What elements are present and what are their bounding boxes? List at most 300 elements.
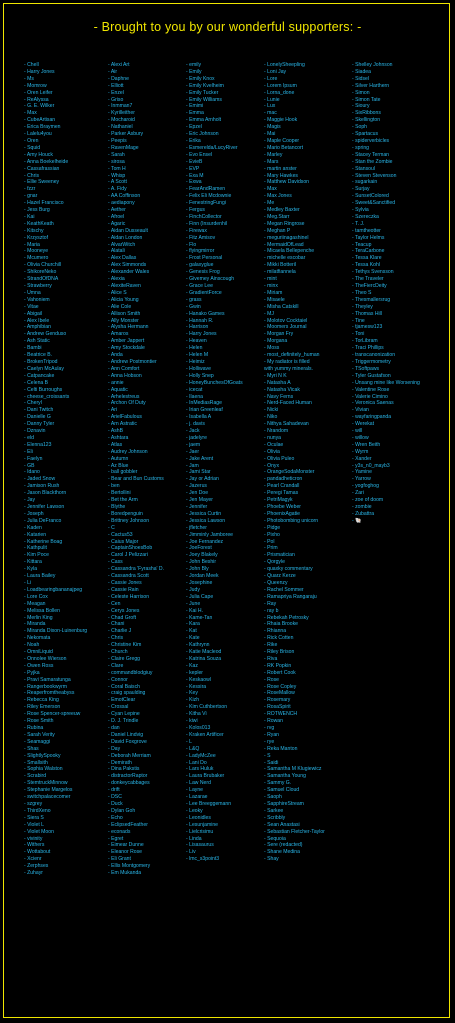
supporter-name: - Echo <box>108 814 123 821</box>
supporter-name: - FearAndRamen <box>186 186 226 193</box>
supporter-name: - Agaric <box>108 220 126 227</box>
supporter-name: - Oculae <box>264 441 284 448</box>
supporter-name: - Jake Arent <box>186 455 214 462</box>
supporter-name: - Valerie Cimino <box>352 393 388 400</box>
supporter-name: - Emily Knox <box>186 75 215 82</box>
supporter-name: - Az Blue <box>108 462 129 469</box>
supporter-name: - jadelyre <box>186 434 207 441</box>
supporter-name: - Eleanor Rose <box>108 849 142 856</box>
supporter-name: - Inmman7 <box>108 103 133 110</box>
supporter-name: - Arn Astratic <box>108 421 137 428</box>
supporter-name: - Kate <box>186 635 200 642</box>
supporter-name: - Jessica Lawson <box>186 517 226 524</box>
supporter-name: - Loadbearingbananajpeg <box>24 586 83 593</box>
supporter-name: - Micaela Bellepenche <box>264 248 315 255</box>
supporter-name: - fzzr <box>24 186 36 193</box>
supporter-name: - StrandOfDNA <box>24 276 59 283</box>
supporter-name: - T. J. <box>352 220 365 227</box>
supporter-name: - Harry Jones <box>24 68 55 75</box>
supporter-name: - pandadheticron <box>264 476 303 483</box>
supporter-name: - Kittara <box>24 559 42 566</box>
supporter-name: - Linda <box>186 835 202 842</box>
supporter-name: - Pyjka <box>24 669 40 676</box>
supporter-name: - Natasha A <box>264 379 291 386</box>
supporter-name: - Griso <box>108 96 124 103</box>
supporter-name: - D. J. Trindle <box>108 718 139 725</box>
supporter-name: - Lalelu4you <box>24 131 52 138</box>
supporter-name: - kepler <box>186 669 203 676</box>
supporter-name: - My radiator is filled <box>264 358 310 365</box>
supporter-name: - szgrey <box>24 800 43 807</box>
supporter-name: - Ashtara <box>108 434 129 441</box>
supporter-name: - Prismatician <box>264 552 295 559</box>
supporter-name: - Erika <box>186 137 201 144</box>
supporter-name: - Robert Cook <box>264 669 296 676</box>
supporter-name: - Cactus53 <box>108 531 133 538</box>
supporter-name: - Simon <box>352 89 370 96</box>
supporter-name: - John Bly <box>186 566 209 573</box>
supporter-name: - Sweet&Sanctified <box>352 200 396 207</box>
supporter-name: - Tethys Svensson <box>352 269 394 276</box>
supporter-name: - Sebastian Fletcher-Taylor <box>264 828 325 835</box>
supporter-name: - Pidge <box>264 524 281 531</box>
supporter-name: - Surjay <box>352 186 370 193</box>
supporter-name: - Xcienr <box>24 856 42 863</box>
supporter-name: - Brittney Johnson <box>108 517 150 524</box>
supporter-name: - Rick Cotten <box>264 635 294 642</box>
supporter-name: - aediapony <box>108 200 135 207</box>
supporter-name: - ROTWENCH <box>264 711 298 718</box>
supporter-name: - Molotov Cocktaiel <box>264 317 308 324</box>
supporter-name: - vivinity <box>24 835 43 842</box>
supporter-name: - Chris <box>108 635 123 642</box>
supporter-name: - Soph <box>352 124 368 131</box>
supporter-name: - Cassandra 'Fyrasha' D. <box>108 566 165 573</box>
supporter-name: - Qorgyle <box>264 559 285 566</box>
supporter-name: - Cass <box>108 559 123 566</box>
supporter-name: - Alex Ibele <box>24 317 50 324</box>
supporter-name: - SapphireStream <box>264 800 304 807</box>
supporter-name: - Yarrow <box>352 476 371 483</box>
supporter-name: - Heaven <box>186 338 207 345</box>
supporter-name: - Olivia Puleo <box>264 455 295 462</box>
supporter-name: - Onnolee Wierson <box>24 655 67 662</box>
supporter-name: - Strawberry <box>24 283 52 289</box>
supporter-name: - Skellington <box>352 117 381 124</box>
supporter-name: - Kyla <box>24 566 38 573</box>
supporter-name: - distractorRaptor <box>108 773 148 780</box>
supporter-name: - zombie <box>352 504 372 510</box>
supporter-name: - Kathrynn <box>186 642 210 649</box>
supporter-name: - Saidi <box>264 759 279 766</box>
supporter-name: - Myri N K <box>264 372 287 379</box>
supporter-name: - Chell <box>24 62 39 68</box>
supporter-name: - Photobombing unicorn <box>264 517 319 524</box>
supporter-name: - cheese_croissants <box>24 393 70 400</box>
supporter-name: - Alex Dallas <box>108 255 137 262</box>
supporters-column-4 <box>264 62 325 863</box>
supporter-name: - Steven Stevenson <box>352 172 397 179</box>
supporter-name: - Anda <box>108 352 123 359</box>
supporter-name: - Mooneye <box>24 248 49 255</box>
supporter-name: - Nithya Sahadevan <box>264 421 309 428</box>
supporter-name: - Pixho <box>264 531 280 538</box>
supporter-name: - Taylor Helms <box>352 234 385 241</box>
supporter-name: - Morgana <box>264 338 288 345</box>
supporter-name: - Katherine Boag <box>24 538 63 545</box>
supporter-name: - Rose Spencer-spreeuw <box>24 711 81 718</box>
supporter-name: - Egret <box>108 835 124 842</box>
supporter-name: - jfletcher <box>186 524 207 531</box>
supporter-name: - Demirath <box>108 759 132 766</box>
supporter-name: - Nathaniel <box>108 124 133 131</box>
supporter-name: - jaem <box>186 441 201 448</box>
supporter-name: - Laura Bailey <box>24 573 56 580</box>
supporter-name: - Church <box>108 649 128 656</box>
supporter-name: - Hannah R. <box>186 317 214 324</box>
supporter-name: - Ari <box>108 407 118 414</box>
supporter-name: - yogfoghog <box>352 483 379 490</box>
supporter-name: - Merlin King <box>24 614 53 621</box>
supporter-name: - Jimminly Jamboree <box>186 531 233 538</box>
supporter-name: - Scrabird <box>24 773 47 780</box>
supporter-name: - Eric Johnson <box>186 131 219 138</box>
supporter-name: - Jack <box>186 428 200 435</box>
supporter-name: - Danny Tyler <box>24 421 55 428</box>
supporter-name: - Danielle G <box>24 414 51 421</box>
supporter-name: - Bet the Arm <box>108 497 138 504</box>
supporter-name: - Eli Grant <box>108 856 131 863</box>
supporter-name: - Miriam <box>264 289 283 296</box>
supporter-name: - Amphibian <box>24 324 51 331</box>
supporter-name: - Sidsel <box>352 75 369 82</box>
supporter-name: - Hazel Francisco <box>24 200 64 207</box>
supporter-name: - Prim <box>264 545 278 552</box>
supporter-name: - Finn (Insurdenhil <box>186 220 228 227</box>
supporter-name: - Ann Comfort <box>108 365 140 372</box>
supporters-column-2 <box>108 62 164 877</box>
supporter-name: - Thomas Hill <box>352 310 382 317</box>
supporter-name: - Misaele <box>264 296 285 303</box>
supporter-name: - Max <box>24 110 37 117</box>
supporter-name: - Mars <box>264 158 279 165</box>
supporter-name: - Em Mukanda <box>108 870 142 877</box>
supporter-name: - Evo Ensel <box>186 151 213 158</box>
supporter-name: - Jess Burg <box>24 207 50 214</box>
supporter-name: - Jennifer Lawson <box>24 504 65 510</box>
supporter-name: - Bear and Bun Customs <box>108 476 164 483</box>
supporter-name: - Gwin <box>186 303 201 310</box>
supporter-name: - Squid <box>24 144 41 151</box>
supporter-name: - Krzysztof <box>24 234 49 241</box>
supporter-name: - DSC <box>108 794 122 801</box>
supporter-name: - Alexia <box>108 276 125 283</box>
supporter-name: - Katarien <box>24 531 47 538</box>
supporter-name: - Erica Braymen <box>24 124 61 131</box>
supporter-name: - Archon Of Duty <box>108 400 146 407</box>
supporter-name: - RoseMallow <box>264 690 295 697</box>
supporter-name: - Emimi <box>186 103 204 110</box>
supporter-name: - Rubina <box>24 725 44 731</box>
supporter-name: - Teacup <box>352 241 372 248</box>
supporter-name: - Reaperfromtheabyss <box>24 690 75 697</box>
supporter-name: - spring <box>352 144 369 151</box>
supporter-name: - Julia Cape <box>186 593 214 600</box>
supporter-name: - Magis <box>264 124 281 131</box>
supporter-name: - Sequoia <box>264 835 286 842</box>
supporter-name: - Reka Manton <box>264 745 298 752</box>
supporter-name: - nunya <box>264 434 281 441</box>
supporter-name: - Niko <box>264 414 278 421</box>
supporter-name: - Lore <box>264 75 278 82</box>
supporter-name: - Moomers Journal <box>264 324 307 331</box>
supporter-name: - y3s_n0_mayb3 <box>352 462 390 469</box>
supporter-name: - Theyley <box>352 303 373 310</box>
supporter-name: - Isabella A <box>186 414 212 421</box>
supporter-name: - Duck <box>108 800 123 807</box>
supporter-name: - S <box>264 752 271 759</box>
supporter-name: - ben <box>108 483 120 490</box>
supporter-name: - Vitae <box>24 303 39 310</box>
supporter-name: - Judy <box>186 586 200 593</box>
supporter-name: - Clare <box>108 662 124 669</box>
supporter-name: - Cheryl <box>24 400 42 407</box>
supporter-name: - Siadea <box>352 68 371 75</box>
supporter-name: - Shelley Johnson <box>352 62 393 68</box>
supporter-name: - Christine Kim <box>108 642 142 649</box>
supporter-name: - Simon Tate <box>352 96 381 103</box>
supporter-name: - Frost Personal <box>186 255 223 262</box>
supporter-name: - Jaer <box>186 448 200 455</box>
supporter-name: - Kame-Tan <box>186 614 213 621</box>
supporter-name: - Mai <box>264 131 276 138</box>
supporter-name: - Amaros <box>108 331 129 338</box>
supporter-name: - Nrandom <box>264 428 289 435</box>
supporter-name: - Wren Beith <box>352 441 381 448</box>
supporter-name: - Triggermometry <box>352 358 391 365</box>
supporter-name: - Liv <box>186 849 196 856</box>
supporter-name: - donkeycabbages <box>108 780 150 787</box>
supporter-name: - Coral Baisch <box>108 683 140 690</box>
supporter-name: - Kim Poce <box>24 552 49 559</box>
supporter-name: - Sere (redacted) <box>264 842 303 849</box>
supporter-name: - Navy Ferns <box>264 393 294 400</box>
supporter-name: - Holliwave <box>186 365 211 372</box>
supporter-name: - Fergus <box>186 207 205 214</box>
supporter-name: - Jason Blackthorn <box>24 490 67 497</box>
supporter-name: - Vahoniem <box>24 296 50 303</box>
supporter-name: - MermaidOfLead <box>264 241 304 248</box>
supporter-name: - Mocharoid <box>108 117 135 124</box>
supporter-name: - Bertollini <box>108 490 131 497</box>
supporter-name: - Ms <box>24 75 34 82</box>
supporter-name: with yummy minerals. <box>264 365 313 372</box>
supporter-name: - ThirdXeno <box>24 807 51 814</box>
supporter-name: - Theo S <box>352 289 372 296</box>
supporter-name: - Jazerus <box>186 483 207 490</box>
supporter-name: - tamtheotter <box>352 227 381 234</box>
supporter-name: - Stacey Terman <box>352 151 389 158</box>
supporter-name: - eld <box>24 434 34 441</box>
supporter-name: - Lee Breeggemann <box>186 800 232 807</box>
supporter-name: - Kessira <box>186 683 207 690</box>
supporter-name: - Dznavin <box>24 428 46 435</box>
supporter-name: - G. E. Wilker <box>24 103 55 110</box>
supporter-name: - Jessica Curtin <box>186 510 222 517</box>
supporter-name: - Daphne <box>108 75 129 82</box>
supporter-name: - Shas <box>24 745 39 752</box>
supporter-name: - mac <box>264 110 277 117</box>
supporter-name: - Dina Pakstis <box>108 766 140 773</box>
supporter-name: - Jamison Rush <box>24 483 60 490</box>
supporter-name: - Connor <box>108 676 128 683</box>
supporter-name: - Jen Doe <box>186 490 209 497</box>
supporter-name: - Riva <box>264 655 278 662</box>
supporter-name: - Emily Tucker <box>186 89 219 96</box>
supporter-name: - Lunie <box>264 96 280 103</box>
supporter-name: - The Traveler <box>352 276 384 283</box>
supporter-name: - Silver Harthern <box>352 82 390 89</box>
supporter-name: - Andrew Postmontier <box>108 358 157 365</box>
supporter-name: - Szereczka <box>352 213 379 220</box>
supporter-name: - Nicki <box>264 407 279 414</box>
supporter-name: - OrangeSodaMonster <box>264 469 315 476</box>
supporter-name: - will <box>352 428 363 435</box>
supporter-name: - Rebecca King <box>24 697 59 704</box>
supporter-name: - Samuel Cloud <box>264 787 300 794</box>
supporter-name: - Miranda <box>24 621 46 628</box>
supporter-name: - wayfaringpanda <box>352 414 392 421</box>
supporter-name: - Rose Copley <box>264 683 297 690</box>
supporter-name: - Violet Moon <box>24 828 54 835</box>
supporter-name: - Marley <box>264 151 283 158</box>
supporter-name: - Zubattra <box>352 510 375 517</box>
supporter-name: - Anna Hobson <box>108 372 142 379</box>
supporter-name: - Firewax <box>186 227 207 234</box>
supporter-name: - Ramapriya Rangaraju <box>264 593 317 600</box>
supporter-name: - Thesmallersrug <box>352 296 391 303</box>
supporter-name: - Kaz <box>186 662 198 669</box>
supporter-name: - GB <box>24 462 35 469</box>
supporter-name: - Rosemary <box>264 697 291 704</box>
supporter-name: - spiderverbicles <box>352 137 390 144</box>
supporter-name: - Anna Boekelheide <box>24 158 69 165</box>
supporter-name: - Cen <box>108 600 121 607</box>
supporter-name: - AshB <box>108 428 124 435</box>
supporter-name: - Momrow <box>24 82 47 89</box>
supporter-name: - Loni Jay <box>264 68 287 75</box>
supporter-name: - Celeste Harrison <box>108 593 150 600</box>
supporter-name: - Celti Burroughs <box>24 386 63 393</box>
supporter-name: - Cassafrassian <box>24 165 60 172</box>
supporter-name: - Charlie J <box>108 628 132 635</box>
supporter-name: - AA Coffinson <box>108 193 141 200</box>
supporter-name: - Kathpulit <box>24 545 47 552</box>
supporter-name: - Sylvia <box>352 207 369 214</box>
supporter-name: - Siera S <box>24 814 44 821</box>
supporter-name: - Withers <box>24 842 45 849</box>
supporter-name: - Amy Houck <box>24 151 53 158</box>
supporter-name: - drift <box>108 787 120 794</box>
supporter-name: - dan <box>108 725 120 731</box>
supporter-name: - Spartacus <box>352 131 379 138</box>
supporter-name: - Alex Simmonds <box>108 262 147 269</box>
supporter-name: - StemtruckMinnow <box>24 780 68 787</box>
supporter-name: - Samantha Young <box>264 773 306 780</box>
supporter-name: - Umna <box>24 289 41 296</box>
supporter-name: - quaxky commentary <box>264 566 313 573</box>
supporter-name: - Aidan London <box>108 234 143 241</box>
supporter-name: - Tessa Klare <box>352 255 382 262</box>
supporter-name: - Jami Star <box>186 469 211 476</box>
supporter-name: - zoe of doom <box>352 497 384 504</box>
supporter-name: - Lorna_done <box>264 89 295 96</box>
supporter-name: - Meghan P <box>264 227 291 234</box>
supporter-name: - Helen M <box>186 352 209 359</box>
supporter-name: - craig spaulding <box>108 690 146 697</box>
supporter-name: - ShikoreNeko <box>24 269 57 276</box>
supporter-name: - Sarah <box>108 151 125 158</box>
supporter-name: - Cyan Lepine <box>108 711 140 718</box>
supporter-name: - Emily Kvelheim <box>186 82 224 89</box>
supporter-name: - Jordan Meek <box>186 573 219 580</box>
supporter-name: - Riley Brison <box>264 649 295 656</box>
supporter-name: - PetriMagyk <box>264 497 293 504</box>
supporter-name: - A. Fidy <box>108 186 127 193</box>
supporter-name: - Kizh <box>186 697 200 704</box>
supporter-name: - Meg.Starr <box>264 213 290 220</box>
supporter-name: - Ally Monster <box>108 317 139 324</box>
supporter-name: - Amy Stockdale <box>108 345 145 352</box>
supporter-name: - Rike <box>264 642 278 649</box>
supporter-name: - Fitz Amisov <box>186 234 216 241</box>
supporter-name: - Morgan Fry <box>264 331 294 338</box>
supporter-name: - Sarah Verity <box>24 731 55 738</box>
supporter-name: - Leonidles <box>186 814 211 821</box>
supporter-name: - martin anster <box>264 165 297 172</box>
supporter-name: - Rose Smith <box>24 718 54 725</box>
supporter-name: - Key <box>186 690 198 697</box>
supporter-name: - Pol <box>264 538 275 545</box>
supporter-name: - Kaden <box>24 524 42 531</box>
supporter-name: - Medley Baxter <box>264 207 300 214</box>
supporter-name: - Alexi Art <box>108 62 130 68</box>
supporter-name: - Sarkee <box>264 807 284 814</box>
supporter-name: - Cerys Jones <box>108 607 140 614</box>
supporter-name: - Zuhayr <box>24 870 43 877</box>
supporter-name: - Eli <box>24 448 33 455</box>
supporter-name: - Xander <box>352 455 372 462</box>
supporter-name: - Ryan <box>264 731 280 738</box>
supporter-name: - Daniel Lindvig <box>108 731 144 738</box>
supporter-name: - 🐚 <box>352 517 362 524</box>
supporter-name: - Genesis Frog <box>186 269 220 276</box>
supporter-name: - Afroel <box>108 213 125 220</box>
supporter-name: - Olivia Churchill <box>24 262 62 269</box>
supporter-name: - gnar <box>24 193 38 200</box>
supporter-name: - Dylan Goh <box>108 807 136 814</box>
supporter-name: - EmotClear <box>108 697 136 704</box>
supporter-name: - Natasha Vicak <box>264 386 300 393</box>
supporter-name: - mint <box>264 276 277 283</box>
supporter-name: - commandblodgiuy <box>108 669 153 676</box>
supporter-name: - Oren <box>24 137 39 144</box>
supporter-name: - Stansoul <box>352 165 375 172</box>
supporter-name: - Riley Emerson <box>24 704 61 711</box>
supporter-name: - Nekomata <box>24 635 51 642</box>
supporter-name: - Noah <box>24 642 40 649</box>
supporter-name: - Whisp <box>108 172 126 179</box>
